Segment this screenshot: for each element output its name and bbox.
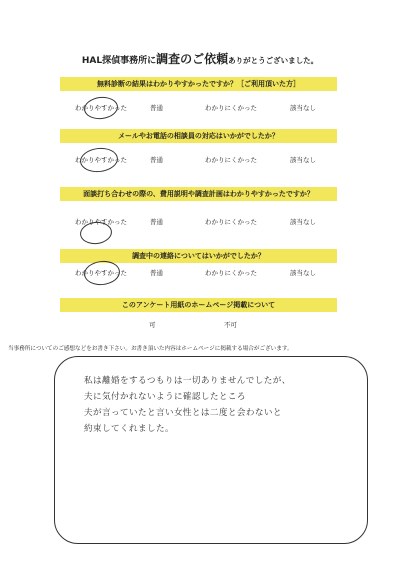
title-prefix: HAL探偵事務所に: [81, 56, 157, 66]
q2-option-3: わかりにくかった: [205, 156, 257, 164]
comment-line-4: 約束してくれました。: [84, 424, 174, 434]
title-main: 調査のご依頼: [156, 52, 229, 66]
q1-option-3: わかりにくかった: [205, 104, 257, 112]
q4-answer-circle: [83, 259, 121, 287]
survey-title: [0, 50, 400, 67]
q1-option-1: わかりやすかった: [75, 104, 127, 112]
q1-option-2: 普通: [150, 104, 163, 112]
q1-answer-circle: [83, 95, 119, 120]
q4-option-2: 普通: [150, 269, 163, 277]
q5-option-1: 可: [149, 321, 156, 329]
question-2-heading: メールやお電話の相談員の対応はいかがでしたか？: [60, 129, 337, 143]
q4-option-1: わかりやすかった: [75, 269, 127, 277]
q3-option-4: 該当なし: [290, 218, 316, 226]
q5-option-2: 不可: [224, 321, 237, 329]
q2-option-2: 普通: [150, 156, 163, 164]
comment-line-1: 私は離婚をするつもりは一切ありませんでしたが、: [84, 376, 291, 386]
q2-answer-circle: [79, 146, 119, 174]
title-suffix: ありがとうございました。: [228, 56, 319, 65]
question-5-heading: このアンケート用紙のホームページ掲載について: [60, 298, 337, 312]
comment-line-3: 夫が言っていたと言い女性とは二度と会わないと: [84, 408, 282, 418]
q3-option-3: わかりにくかった: [205, 218, 257, 226]
q4-option-3: わかりにくかった: [205, 269, 257, 277]
question-3-heading: 面談打ち合わせの際の、費用説明や調査計画はわかりやすかったですか？: [60, 187, 337, 201]
q2-option-1: わかりやすかった: [75, 156, 127, 164]
question-1-heading: 無料診断の結果はわかりやすかったですか？［ご利用頂いた方］: [60, 77, 337, 91]
q3-option-1: わかりやすかった: [75, 218, 127, 226]
q4-option-4: 該当なし: [290, 269, 316, 277]
comment-line-2: 夫に気付かれないように確認したところ: [84, 392, 246, 402]
q1-option-4: 該当なし: [290, 104, 316, 112]
comment-notice: 当事務所についてのご感想などをお書き下さい。お書き頂いた内容はホームページに掲載する場合がございます。: [8, 346, 293, 352]
q2-option-4: 該当なし: [290, 156, 316, 164]
q3-option-2: 普通: [150, 218, 163, 226]
question-4-heading: 調査中の連絡についてはいかがでしたか？: [60, 249, 337, 263]
